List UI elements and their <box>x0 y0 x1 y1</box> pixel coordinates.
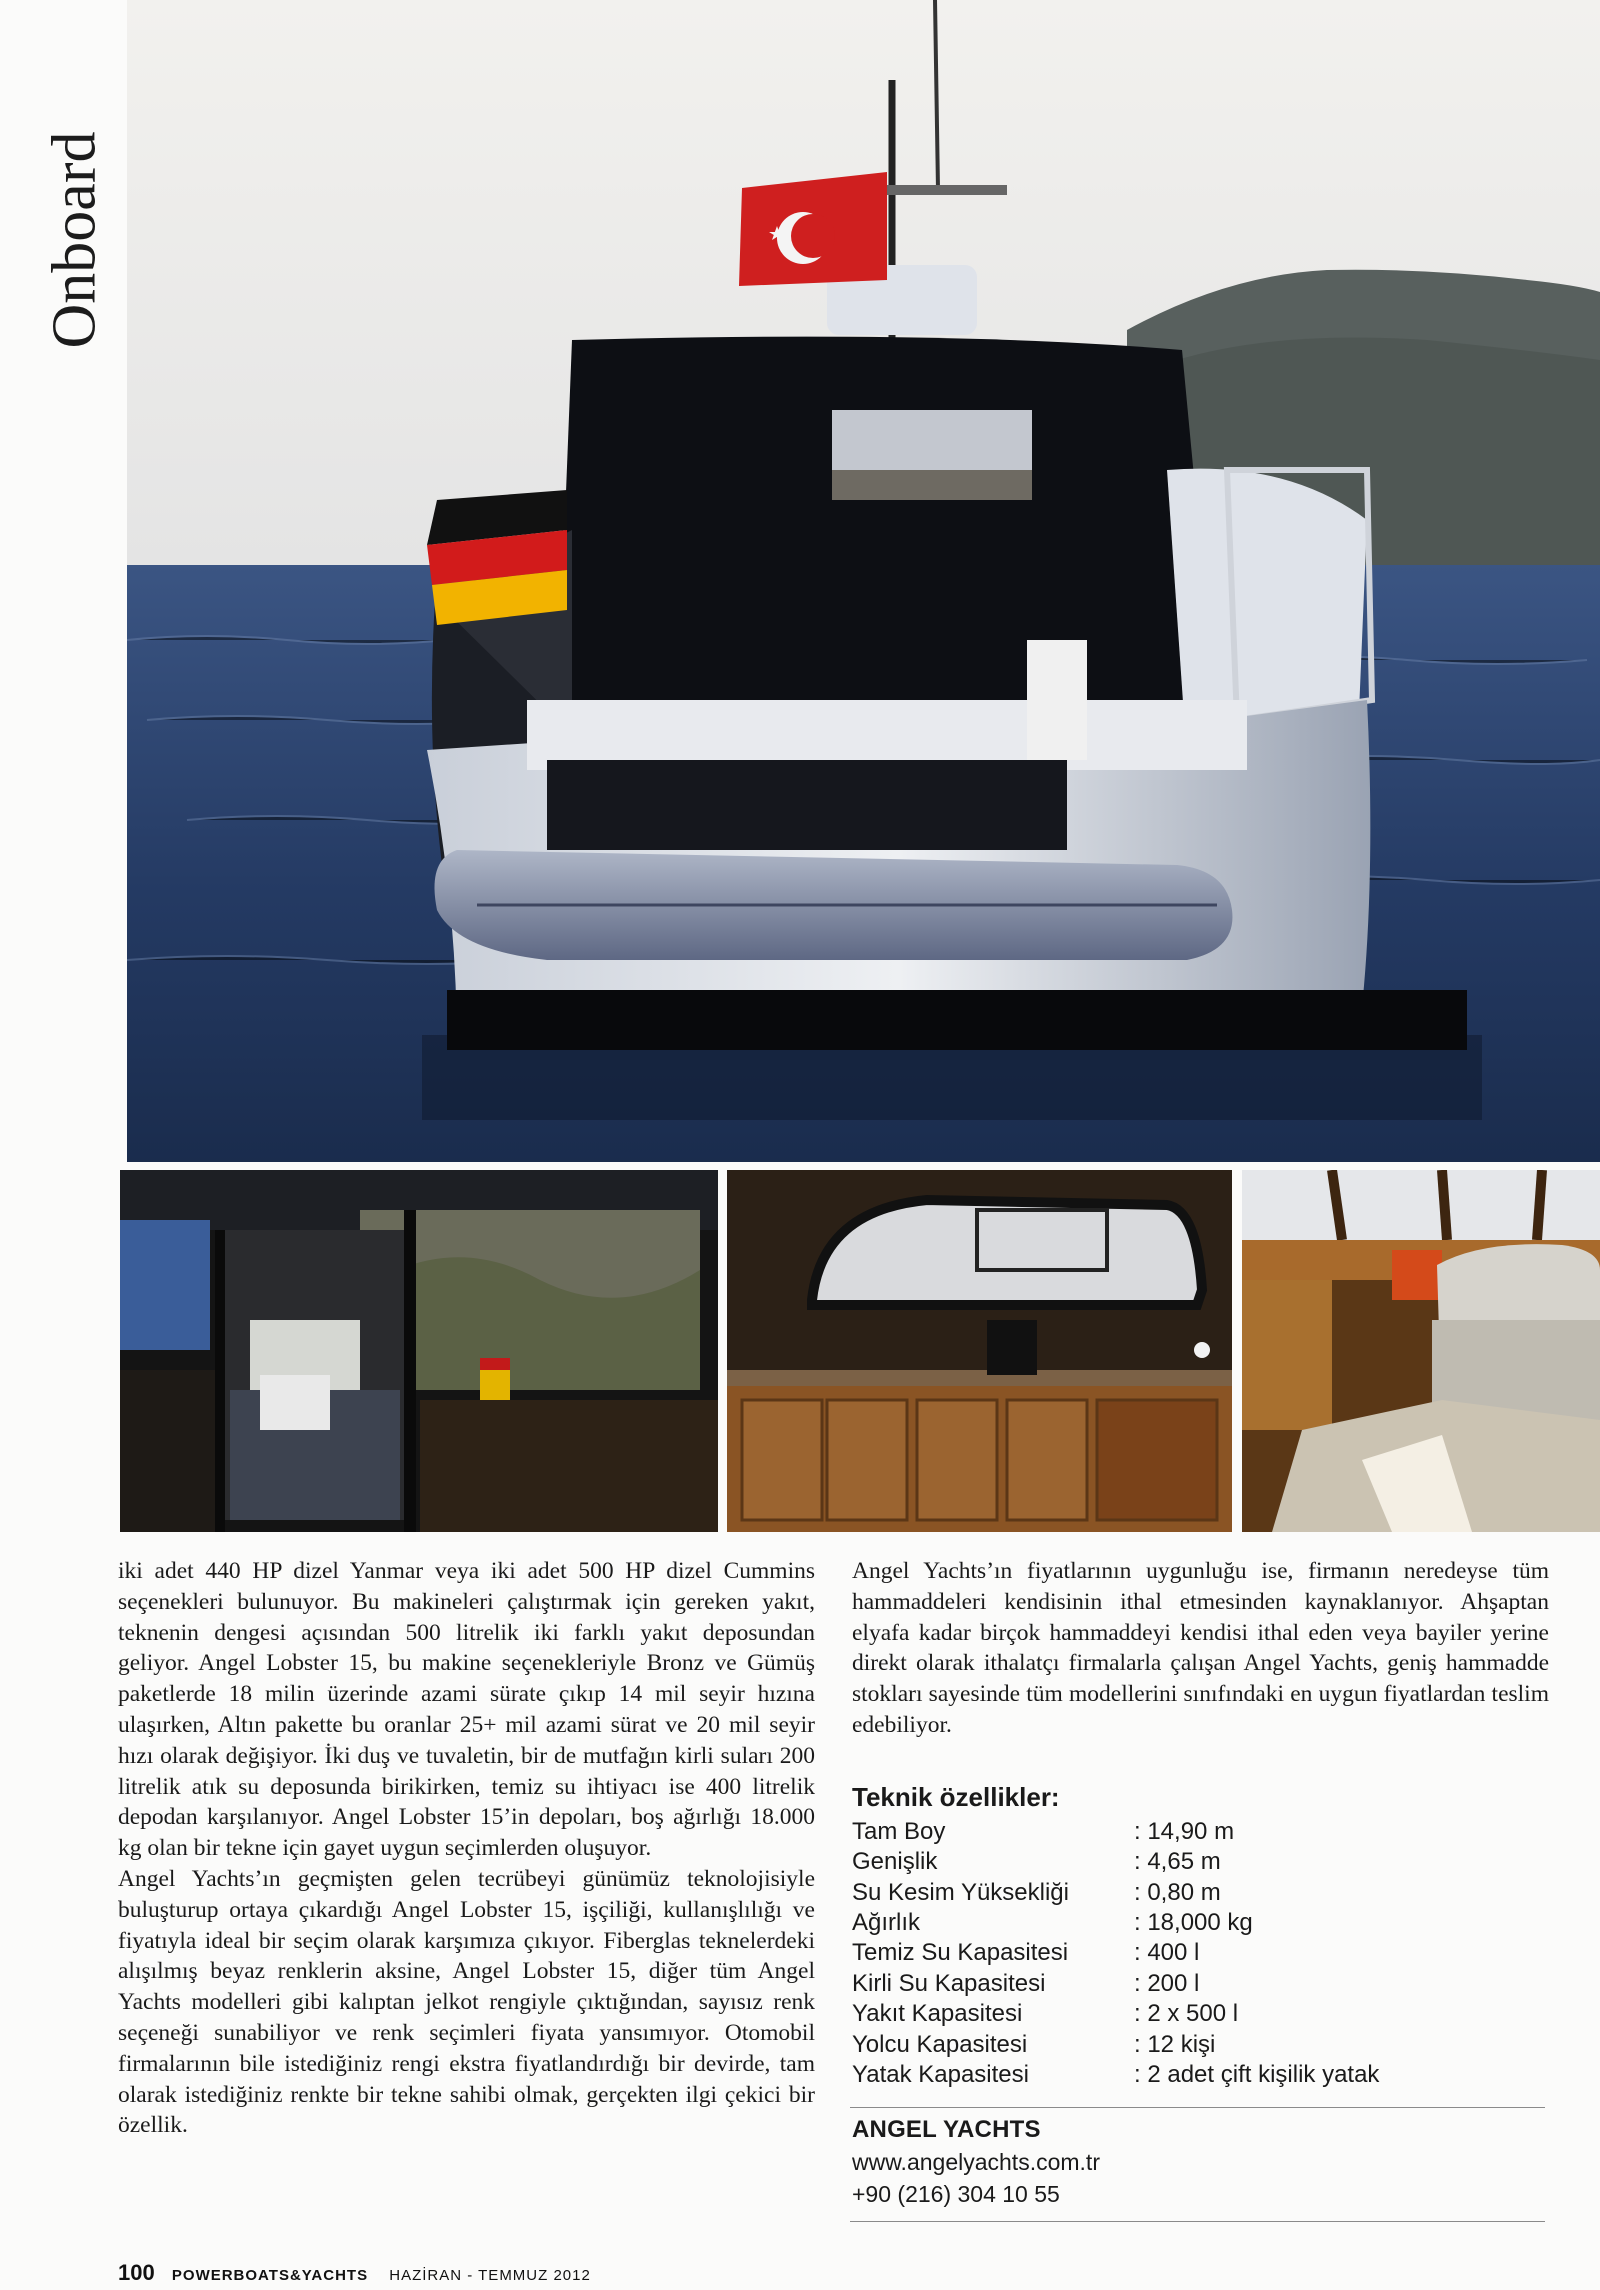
body-text-right <box>852 1556 1549 1741</box>
spec-value: : 2 adet çift kişilik yatak <box>1134 2061 1380 2089</box>
spec-row <box>852 1817 1549 1847</box>
page-footer <box>118 2260 591 2286</box>
spec-label: Yatak Kapasitesi <box>852 2061 1029 2089</box>
spec-row <box>852 1908 1549 1938</box>
paragraph: Angel Yachts’ın fiyatlarının uygunluğu ise, firmanın neredeyse tüm hammaddeleri kendisinin ithal etmesinden kaynaklanıyor. Ahşaptan elyafa kadar birçok hammaddeyi kendisi ithal eden veya bayiler yerine direkt olarak ithalatçı firmalarla çalışan Angel Yachts, geniş hammadde stokları sayesinde tüm modellerini sınıfındaki en uygun fiyatlardan teslim edebiliyor. <box>852 1558 1549 1738</box>
magazine-name: POWERBOATS&YACHTS <box>171 2267 369 2284</box>
spec-row <box>852 1938 1549 1968</box>
hero-yacht-photo <box>127 0 1600 1162</box>
interior-saloon-photo <box>120 1170 718 1532</box>
spec-label: Kirli Su Kapasitesi <box>852 1969 1046 1997</box>
spec-label: Genişlik <box>852 1848 938 1876</box>
spec-value: : 14,90 m <box>1134 1817 1235 1845</box>
spec-value: : 4,65 m <box>1134 1848 1221 1876</box>
spec-value: : 12 kişi <box>1134 2030 1216 2058</box>
spec-row <box>852 1847 1549 1877</box>
paragraph: iki adet 440 HP dizel Yanmar veya iki adet 500 HP dizel Cummins seçenekleri bulunuyor. Bu makineleri çalıştırmak için gereken yakıt, teknenin dengesi açısından 500 litrelik iki farklı yakıt deposundan geliyor. Angel Lobster 15, bu makine seçenekleriyle Bronz ve Gümüş paketlerde 18 milin üzerinde azami sürate çıkıp 14 mil seyir hızına ulaşırken, Altın pakette bu oranlar 25+ mil azami sürat ve 20 mil seyir hızı olarak değişiyor. İki duş ve tuvaletin, bir de mutfağın kirli suları 200 litrelik atık su deposunda birikirken, temiz su ihtiyacı ise 400 litrelik depodan karşılanıyor. Angel Lobster 15’in depoları, boş ağırlığı 18.000 kg olan bir tekne için gayet uygun seçimlerden oluşuyor. <box>118 1558 815 1862</box>
spec-value: : 200 l <box>1134 1969 1200 1997</box>
spec-row <box>852 1969 1549 1999</box>
spec-row <box>852 1878 1549 1908</box>
specs-title: Teknik özellikler: <box>852 1782 1060 1812</box>
divider <box>850 2221 1545 2222</box>
issue-date: HAZİRAN - TEMMUZ 2012 <box>389 2267 591 2284</box>
interior-galley-photo <box>727 1170 1232 1532</box>
section-label: Onboard <box>40 131 109 349</box>
specs-table <box>852 1817 1549 2091</box>
spec-label: Yolcu Kapasitesi <box>852 2030 1028 2058</box>
page-number: 100 <box>118 2260 155 2285</box>
spec-value: : 0,80 m <box>1134 1878 1221 1906</box>
spec-label: Temiz Su Kapasitesi <box>852 1939 1069 1967</box>
brand-name: ANGEL YACHTS <box>852 2116 1041 2143</box>
specs-section <box>852 1782 1549 2090</box>
spec-label: Yakıt Kapasitesi <box>852 2000 1023 2028</box>
spec-row <box>852 1999 1549 2029</box>
spec-row <box>852 2030 1549 2060</box>
spec-label: Tam Boy <box>852 1817 946 1845</box>
spec-value: : 2 x 500 l <box>1134 2000 1239 2028</box>
contact-block <box>852 2114 1100 2210</box>
spec-label: Ağırlık <box>852 1909 921 1937</box>
spec-label: Su Kesim Yüksekliği <box>852 1878 1069 1906</box>
spec-value: : 18,000 kg <box>1134 1909 1253 1937</box>
interior-helm-photo <box>1242 1170 1600 1532</box>
body-text-left <box>118 1556 815 2141</box>
website-link[interactable]: www.angelyachts.com.tr <box>852 2149 1100 2175</box>
paragraph: Angel Yachts’ın geçmişten gelen tecrübeyi günümüz teknolojisiyle buluşturup ortaya çıkardığı Angel Lobster 15, işçiliği, kullanışlılığı ve fiyatıyla ideal bir seçim olarak karşımıza çıkıyor. Fiberglas teknelerdeki alışılmış beyaz renklerin aksine, Angel Lobster 15, diğer tüm Angel Yachts modelleri gibi kalıptan jelkot rengiyle çıktığından, sayısız renk seçeneği sunabiliyor ve renk seçimleri fiyata yansımıyor. Otomobil firmalarının bile istediğiniz rengi ekstra fiyatlandırdığı bir devirde, tam olarak istediğiniz renkte bir tekne sahibi olmak, gerçekten ilgi çekici bir özellik. <box>118 1865 815 2139</box>
divider <box>850 2107 1545 2108</box>
spec-value: : 400 l <box>1134 1939 1200 1967</box>
phone-number: +90 (216) 304 10 55 <box>852 2181 1060 2207</box>
spec-row <box>852 2060 1549 2090</box>
